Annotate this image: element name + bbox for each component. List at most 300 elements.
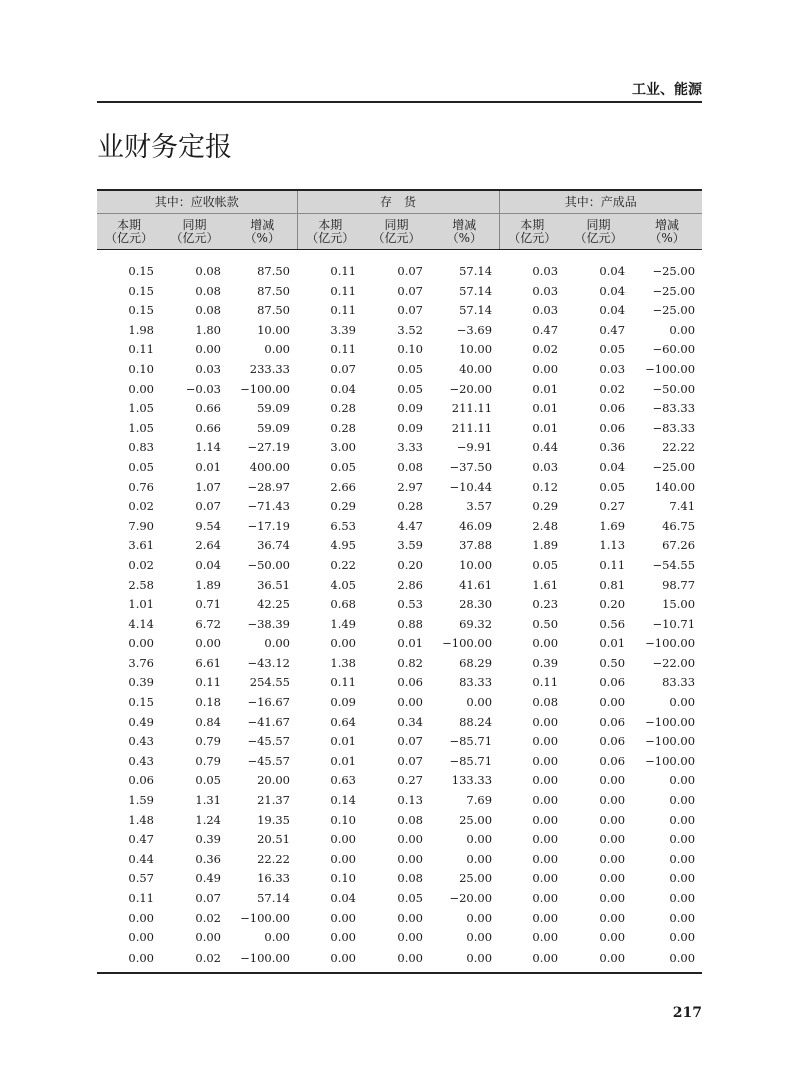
table-cell: 0.00	[532, 812, 559, 827]
table-cell: 0.02	[161, 948, 228, 973]
table-cell: 0.68	[330, 597, 356, 612]
table-cell: 0.28	[330, 401, 356, 416]
table-row	[97, 282, 702, 302]
table-cell: 0.00	[599, 812, 626, 827]
table-row	[97, 928, 702, 948]
table-cell: 2.58	[128, 577, 154, 592]
spacer-row	[97, 250, 702, 263]
table-cell: −28.97	[247, 479, 290, 494]
table-row	[97, 771, 702, 791]
table-cell: 0.01	[532, 381, 559, 396]
table-cell: 0.13	[397, 793, 423, 808]
table-cell: 1.98	[128, 322, 154, 337]
table-cell: 0.00	[532, 773, 559, 788]
table-cell: 0.00	[532, 891, 559, 905]
table-cell: 36.51	[257, 577, 290, 592]
table-cell: 0.00	[430, 948, 499, 973]
table-cell: 0.39	[532, 655, 559, 670]
table-row	[97, 634, 702, 654]
table-cell: 0.66	[195, 420, 221, 435]
column-header-prior-year	[363, 214, 430, 250]
table-cell: 3.00	[330, 440, 356, 455]
table-row	[97, 576, 702, 596]
table-cell: 0.82	[397, 655, 423, 670]
table-cell: 0.00	[532, 793, 559, 808]
table-cell: 0.66	[195, 401, 221, 416]
table-row	[97, 615, 702, 635]
table-cell: 0.02	[195, 910, 221, 925]
table-row	[97, 458, 702, 478]
table-cell: 0.00	[264, 342, 290, 357]
group-header-row	[97, 190, 702, 214]
table-cell: 0.49	[128, 714, 154, 729]
column-header-line1: 同期	[586, 217, 611, 232]
table-cell: 0.47	[128, 832, 154, 847]
table-cell: 0.03	[599, 361, 626, 376]
table-cell: −45.57	[247, 734, 290, 749]
table-cell: 0.11	[532, 675, 559, 690]
table-cell: −100.00	[645, 636, 696, 651]
table-cell: 87.50	[257, 283, 290, 298]
table-cell: 0.56	[599, 616, 626, 631]
table-cell: 0.39	[128, 675, 154, 690]
table-cell: 41.61	[459, 577, 493, 592]
column-header-line2: （%）	[244, 230, 280, 245]
table-cell: 0.00	[669, 871, 696, 886]
table-cell: 0.11	[330, 675, 356, 690]
table-cell: 0.03	[532, 264, 559, 278]
table-cell: 0.02	[532, 342, 559, 357]
table-cell: 0.01	[195, 459, 221, 474]
table-cell: 0.27	[599, 499, 626, 514]
table-cell: 6.53	[330, 518, 356, 533]
table-cell: 4.95	[330, 538, 356, 553]
table-row	[97, 791, 702, 811]
table-cell: 0.00	[128, 930, 154, 945]
table-cell: −45.57	[247, 753, 290, 768]
table-cell: 0.20	[397, 557, 423, 572]
table-cell: 0.29	[532, 499, 559, 514]
table-cell: −100.00	[442, 636, 493, 651]
table-cell: 0.84	[195, 714, 221, 729]
table-cell: 0.01	[397, 636, 423, 651]
table-cell: 254.55	[249, 675, 290, 690]
table-cell: 0.01	[532, 401, 559, 416]
column-header-line2: （亿元）	[170, 230, 219, 245]
table-cell: 0.00	[532, 753, 559, 768]
table-cell: 0.01	[532, 420, 559, 435]
table-cell: 0.50	[532, 616, 559, 631]
column-header-line1: 同期	[384, 217, 409, 232]
table-cell: 0.01	[330, 753, 356, 768]
table-cell: 2.66	[330, 479, 356, 494]
column-header-change-pct	[228, 214, 297, 250]
table-cell: 0.81	[599, 577, 626, 592]
table-cell: 0.76	[128, 479, 154, 494]
table-cell: 0.04	[599, 459, 626, 474]
table-cell: 0.11	[330, 342, 356, 357]
table-row	[97, 536, 702, 556]
table-cell: 0.00	[532, 871, 559, 886]
table-row	[97, 673, 702, 693]
table-cell: 0.03	[532, 283, 559, 298]
table-cell: 0.11	[330, 303, 356, 318]
table-cell: −10.71	[652, 616, 696, 631]
table-row	[97, 909, 702, 929]
table-cell: 0.00	[499, 948, 565, 973]
table-cell: 0.03	[532, 459, 559, 474]
table-cell: −100.00	[228, 948, 297, 973]
table-cell: −37.50	[449, 459, 493, 474]
table-cell: 0.79	[195, 753, 221, 768]
table-cell: 0.07	[195, 891, 221, 905]
table-cell: −38.39	[247, 616, 290, 631]
table-cell: −0.03	[185, 381, 221, 396]
table-cell: 0.06	[397, 675, 423, 690]
table-cell: 4.14	[128, 616, 154, 631]
column-header-change-pct	[632, 214, 702, 250]
table-cell: 233.33	[249, 361, 290, 376]
table-cell: 0.64	[330, 714, 356, 729]
table-cell: 0.04	[195, 557, 221, 572]
table-cell: 0.00	[599, 851, 626, 866]
table-cell: 1.61	[532, 577, 559, 592]
table-cell: 0.00	[466, 695, 493, 710]
table-row	[97, 811, 702, 831]
table-cell: 3.52	[397, 322, 423, 337]
table-cell: −25.00	[652, 264, 696, 278]
table-cell: −20.00	[449, 891, 493, 905]
table-row	[97, 360, 702, 380]
table-cell: 0.00	[397, 930, 423, 945]
table-cell: 0.05	[397, 361, 423, 376]
group-header-finished-goods: 其中：产成品	[499, 190, 702, 214]
column-header-line2: （%）	[649, 230, 685, 245]
table-cell: 1.69	[599, 518, 626, 533]
table-cell: −100.00	[240, 910, 290, 925]
table-cell: 7.41	[669, 499, 696, 514]
table-cell: 46.09	[459, 518, 493, 533]
table-cell: 1.31	[195, 793, 221, 808]
table-row	[97, 713, 702, 733]
table-cell: 0.83	[128, 440, 154, 455]
table-cell: 0.02	[599, 381, 626, 396]
table-cell: 3.39	[330, 322, 356, 337]
table-cell: 1.48	[128, 812, 154, 827]
column-header-line2: （亿元）	[306, 230, 355, 245]
column-header-current	[297, 214, 363, 250]
table-cell: 0.00	[195, 930, 221, 945]
table-cell: 0.01	[599, 636, 626, 651]
table-cell: 0.08	[397, 812, 423, 827]
table-cell: 0.47	[599, 322, 626, 337]
table-cell: 0.08	[397, 871, 423, 886]
table-cell: 0.00	[599, 910, 626, 925]
table-cell: 68.29	[459, 655, 493, 670]
table-cell: 0.00	[195, 342, 221, 357]
table-cell: 0.00	[195, 636, 221, 651]
table-cell: 0.07	[397, 264, 423, 278]
table-row	[97, 752, 702, 772]
table-cell: 1.14	[195, 440, 221, 455]
table-cell: 98.77	[662, 577, 696, 592]
table-cell: 0.07	[195, 499, 221, 514]
table-row	[97, 948, 702, 973]
table-cell: −60.00	[652, 342, 696, 357]
table-cell: 3.33	[397, 440, 423, 455]
table-cell: 0.00	[297, 948, 363, 973]
table-cell: 21.37	[257, 793, 290, 808]
table-cell: 0.11	[599, 557, 626, 572]
table-cell: 0.27	[397, 773, 423, 788]
column-header-current	[97, 214, 161, 250]
table-row	[97, 889, 702, 909]
table-cell: 0.34	[397, 714, 423, 729]
table-cell: −22.00	[652, 655, 696, 670]
table-row	[97, 595, 702, 615]
table-cell: 2.97	[397, 479, 423, 494]
table-cell: 0.00	[565, 948, 632, 973]
table-cell: −100.00	[240, 381, 290, 396]
table-cell: 0.06	[599, 420, 626, 435]
table-cell: 0.00	[599, 891, 626, 905]
table-row	[97, 850, 702, 870]
table-cell: 0.28	[397, 499, 423, 514]
table-cell: 0.00	[466, 910, 493, 925]
table-cell: 0.15	[128, 283, 154, 298]
table-cell: 0.10	[128, 361, 154, 376]
table-cell: 0.20	[599, 597, 626, 612]
table-cell: 0.07	[397, 283, 423, 298]
table-cell: 0.00	[669, 793, 696, 808]
table-cell: 1.38	[330, 655, 356, 670]
table-row	[97, 340, 702, 360]
table-row	[97, 869, 702, 889]
table-cell: −100.00	[645, 753, 696, 768]
table-cell: 57.14	[459, 264, 493, 278]
table-cell: 0.06	[128, 773, 154, 788]
table-cell: 0.79	[195, 734, 221, 749]
table-cell: 0.00	[532, 930, 559, 945]
table-cell: 0.57	[128, 871, 154, 886]
table-cell: 0.15	[128, 303, 154, 318]
table-cell: 0.11	[195, 675, 221, 690]
table-cell: 0.02	[128, 499, 154, 514]
table-cell: 4.05	[330, 577, 356, 592]
table-cell: 1.59	[128, 793, 154, 808]
table-cell: −50.00	[652, 381, 696, 396]
section-title: 工业、能源	[632, 82, 702, 98]
table-cell: 87.50	[257, 264, 290, 278]
column-header-line2: （亿元）	[104, 230, 153, 245]
table-cell: 0.11	[128, 342, 154, 357]
table-cell: 0.05	[532, 557, 559, 572]
table-cell: 0.01	[330, 734, 356, 749]
table-cell: 211.11	[451, 401, 493, 416]
table-cell: 1.49	[330, 616, 356, 631]
table-cell: −25.00	[652, 459, 696, 474]
table-cell: 0.53	[397, 597, 423, 612]
table-cell: 0.00	[97, 948, 161, 973]
table-cell: 0.09	[397, 401, 423, 416]
table-cell: 6.72	[195, 616, 221, 631]
table-cell: 0.00	[599, 773, 626, 788]
table-row	[97, 419, 702, 439]
table-body	[97, 250, 702, 973]
table-cell: 0.03	[532, 303, 559, 318]
table-cell: 0.08	[195, 264, 221, 278]
column-header-line2: （亿元）	[574, 230, 623, 245]
table-row	[97, 438, 702, 458]
table-row	[97, 478, 702, 498]
table-cell: 0.43	[128, 734, 154, 749]
table-cell: 0.49	[195, 871, 221, 886]
table-cell: −17.19	[247, 518, 290, 533]
table-cell: 0.10	[397, 342, 423, 357]
table-cell: 4.47	[397, 518, 423, 533]
table-row	[97, 399, 702, 419]
table-cell: 7.90	[128, 518, 154, 533]
table-cell: 0.07	[397, 734, 423, 749]
table-cell: 0.00	[599, 832, 626, 847]
table-cell: 0.23	[532, 597, 559, 612]
table-cell: 0.00	[669, 773, 696, 788]
table-cell: 1.89	[532, 538, 559, 553]
page-title: 业财务定报	[97, 132, 232, 163]
table-cell: −16.67	[247, 695, 290, 710]
table-cell: 0.15	[128, 264, 154, 278]
table-cell: 0.14	[330, 793, 356, 808]
table-cell: 59.09	[257, 420, 290, 435]
table-cell: −85.71	[449, 753, 493, 768]
table-cell: 0.00	[669, 322, 696, 337]
table-cell: −25.00	[652, 303, 696, 318]
table-cell: 0.04	[599, 303, 626, 318]
column-header-line1: 增减	[250, 217, 275, 232]
column-header-change-pct	[430, 214, 499, 250]
table-cell: 0.00	[599, 793, 626, 808]
table-cell: 0.00	[397, 832, 423, 847]
table-cell: 0.00	[532, 910, 559, 925]
table-row	[97, 497, 702, 517]
table-cell: 10.00	[459, 342, 493, 357]
table-cell: 0.05	[397, 891, 423, 905]
table-cell: 0.08	[532, 695, 559, 710]
table-cell: 0.05	[195, 773, 221, 788]
table-cell: 0.00	[669, 832, 696, 847]
table-cell: 0.00	[330, 910, 356, 925]
table-cell: 0.10	[330, 812, 356, 827]
table-cell: −20.00	[449, 381, 493, 396]
table-cell: 1.24	[195, 812, 221, 827]
table-cell: 0.00	[669, 910, 696, 925]
table-row	[97, 380, 702, 400]
table-cell: 20.00	[257, 773, 290, 788]
table-cell: −50.00	[247, 557, 290, 572]
table-cell: 0.39	[195, 832, 221, 847]
table-cell: 0.07	[397, 303, 423, 318]
table-cell: 0.00	[397, 851, 423, 866]
table-cell: 0.43	[128, 753, 154, 768]
table-cell: 59.09	[257, 401, 290, 416]
table-cell: 0.06	[599, 675, 626, 690]
table-cell: −71.43	[247, 499, 290, 514]
table-cell: 1.07	[195, 479, 221, 494]
column-header-line1: 本期	[318, 217, 343, 232]
column-header-line2: （%）	[446, 230, 482, 245]
table-cell: 0.00	[599, 930, 626, 945]
table-cell: −25.00	[652, 283, 696, 298]
table-row	[97, 693, 702, 713]
table-cell: 0.07	[397, 753, 423, 768]
table-cell: 0.00	[264, 636, 290, 651]
table-cell: −100.00	[645, 734, 696, 749]
table-cell: 0.00	[466, 832, 493, 847]
table-header	[97, 190, 702, 250]
section-header	[97, 80, 702, 103]
table-cell: 25.00	[459, 871, 493, 886]
table-cell: 0.05	[599, 342, 626, 357]
table-cell: 1.89	[195, 577, 221, 592]
table-cell: 0.18	[195, 695, 221, 710]
table-cell: 0.05	[599, 479, 626, 494]
table-cell: 0.00	[669, 812, 696, 827]
table-cell: 28.30	[459, 597, 493, 612]
table-cell: 0.00	[599, 695, 626, 710]
table-cell: 0.04	[330, 891, 356, 905]
table-cell: 0.00	[363, 948, 430, 973]
table-cell: 1.13	[599, 538, 626, 553]
table-cell: 0.11	[128, 891, 154, 905]
table-cell: 0.12	[532, 479, 559, 494]
table-row	[97, 301, 702, 321]
table-cell: 0.00	[669, 851, 696, 866]
table-cell: 0.00	[330, 636, 356, 651]
table-cell: 0.05	[128, 459, 154, 474]
table-cell: 0.04	[330, 381, 356, 396]
table-row	[97, 262, 702, 282]
table-cell: 42.25	[257, 597, 290, 612]
table-cell: 0.00	[532, 851, 559, 866]
table-cell: 0.00	[264, 930, 290, 945]
table-cell: 40.00	[459, 361, 493, 376]
table-cell: 69.32	[459, 616, 493, 631]
table-cell: 0.04	[599, 283, 626, 298]
table-cell: 0.08	[195, 283, 221, 298]
table-cell: 1.05	[128, 420, 154, 435]
table-cell: 211.11	[451, 420, 493, 435]
table-cell: 133.33	[451, 773, 493, 788]
table-cell: 15.00	[662, 597, 696, 612]
table-cell: 2.64	[195, 538, 221, 553]
table-cell: 0.06	[599, 753, 626, 768]
table-cell: 20.51	[257, 832, 290, 847]
table-cell: 0.06	[599, 734, 626, 749]
table-cell: 0.00	[397, 910, 423, 925]
column-header-current	[499, 214, 565, 250]
table-cell: 0.04	[599, 264, 626, 278]
table-cell: −83.33	[652, 420, 696, 435]
table-cell: −27.19	[247, 440, 290, 455]
table-cell: 0.22	[330, 557, 356, 572]
table-cell: 0.11	[330, 283, 356, 298]
table-row	[97, 732, 702, 752]
table-cell: 0.15	[128, 695, 154, 710]
table-cell: 0.05	[330, 459, 356, 474]
table-cell: −41.67	[247, 714, 290, 729]
group-header-inventory: 存 货	[297, 190, 499, 214]
table-cell: 36.74	[257, 538, 290, 553]
